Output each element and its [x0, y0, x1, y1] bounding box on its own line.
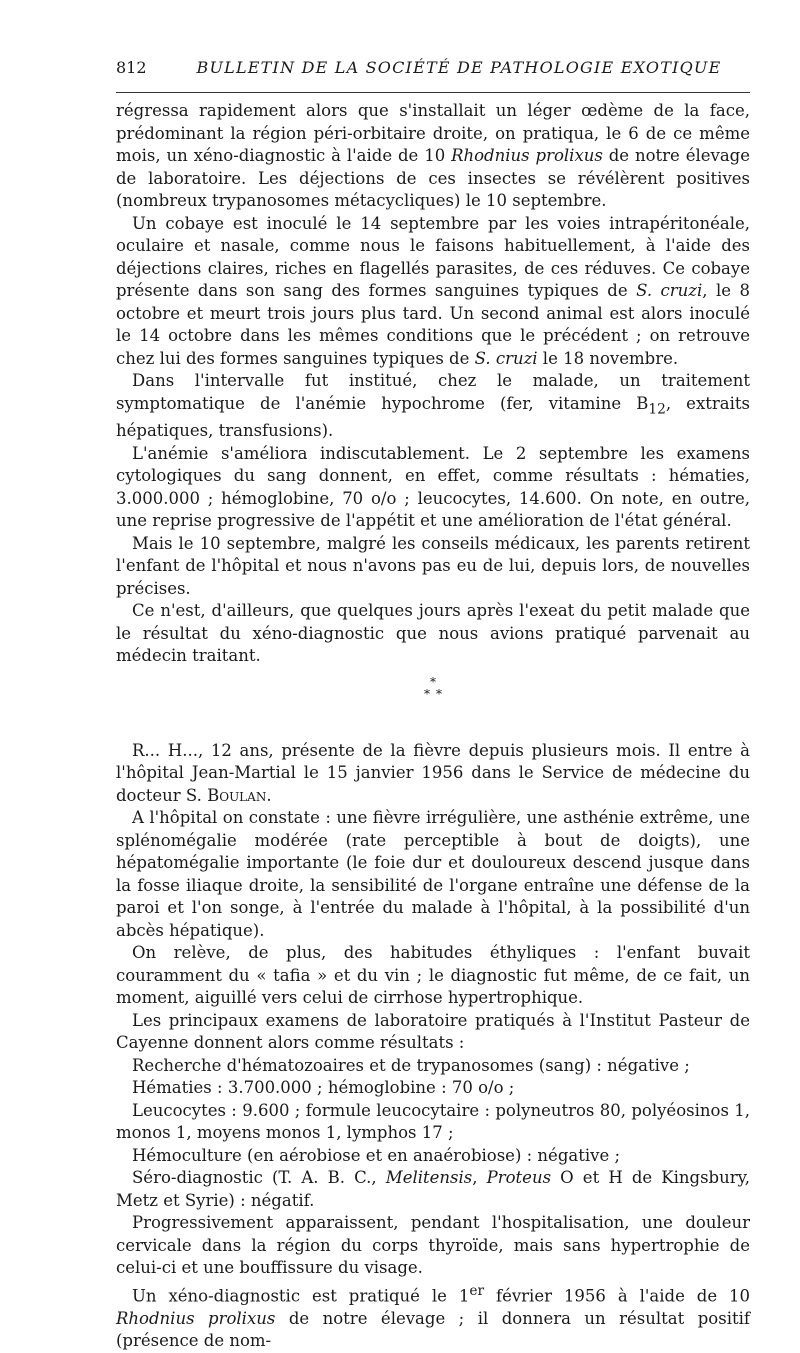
paragraph: Les principaux examens de laboratoire pratiqués à l'Institut Pasteur de Cayenne donnent alors comme résultats : [116, 1010, 750, 1053]
paragraph: Progressivement apparaissent, pendant l'hospitalisation, une douleur cervicale dans la région du corps thyroïde, mais sans hypertrophie de celui-ci et une bouffissure du visage. [116, 1213, 750, 1278]
paragraph: L'anémie s'améliora indiscutablement. Le 2 septembre les examens cytologiques du sang donnent, en effet, comme résultats : hématies, 3.000.000 ; hémoglobine, 70 o/o ; leucocytes, 14.600. On note, en outre, une reprise progressive de l'appétit et une amélioration de l'état général. [116, 443, 750, 531]
paragraph: Dans l'intervalle fut institué, chez le malade, un traitement symptomatique de l'anémie hypochrome (fer, vitamine $B_{12}$, extraits hépatiques, transfusions). [116, 371, 750, 441]
running-title: BULLETIN DE LA SOCIÉTÉ DE PATHOLOGIE EXOTIQUE [196, 58, 722, 77]
page-number: 812 [116, 58, 147, 77]
asterisk: * [430, 674, 436, 689]
result-line: Hémoculture (en aérobiose et en anaérobiose) : négative ; [132, 1145, 621, 1165]
paragraph: régressa rapidement alors que s'installait un léger œdème de la face, prédominant la région péri-orbitaire droite, on pratiqua, le 6 de ce même mois, un xéno-diagnostic à l'aide de 10 Rhodnius prolixus de notre élevage de laboratoire. Les déjections de ces insectes se révélèrent positives (nombreux trypanosomes métacycliques) le 10 septembre. [116, 101, 750, 210]
paragraph: Mais le 10 septembre, malgré les conseils médicaux, les parents retirent l'enfant de l'hôpital et nous n'avons pas eu de lui, depuis lors, de nouvelles précises. [116, 533, 750, 598]
result-line: Leucocytes : 9.600 ; formule leucocytaire : polyneutros 80, polyéosinos 1, monos 1, moyens monos 1, lymphos 17 ; [116, 1100, 750, 1143]
result-line: Séro-diagnostic (T. A. B. C., Melitensis, Proteus O et H de Kingsbury, Metz et Syrie) : négatif. [116, 1168, 750, 1210]
header-rule [116, 92, 750, 93]
page-header [116, 58, 750, 88]
article-body [116, 100, 750, 1353]
paragraph: On relève, de plus, des habitudes éthyliques : l'enfant buvait couramment du « tafia » et du vin ; le diagnostic fut même, de ce fait, un moment, aiguillé vers celui de cirrhose hypertrophique. [116, 943, 750, 1008]
section-separator [116, 676, 750, 700]
paragraph: Un xéno-diagnostic est pratiqué le 1er février 1956 à l'aide de 10 Rhodnius prolixus de notre élevage ; il donnera un résultat positif (présence de nom- [116, 1282, 750, 1351]
paragraph: A l'hôpital on constate : une fièvre irrégulière, une asthénie extrême, une splénomégalie modérée (rate perceptible à bout de doigts), une hépatomégalie importante (le foie dur et douloureux descend jusque dans la fosse iliaque droite, la sensibilité de l'organe entraîne une défense de la paroi et l'on songe, à l'entrée du malade à l'hôpital, à la possibilité d'un abcès hépatique). [116, 808, 750, 940]
paragraph: Ce n'est, d'ailleurs, que quelques jours après l'exeat du petit malade que le résultat du xéno-diagnostic que nous avions pratiqué parvenait au médecin traitant. [116, 601, 750, 666]
result-line: Recherche d'hématozoaires et de trypanosomes (sang) : négative ; [132, 1055, 690, 1075]
asterisk: * [424, 686, 430, 701]
asterisk: * [436, 686, 442, 701]
paragraph: R... H..., 12 ans, présente de la fièvre depuis plusieurs mois. Il entre à l'hôpital Jean-Martial le 15 janvier 1956 dans le Service de médecine du docteur S. Boulan. [116, 740, 750, 805]
paragraph: Un cobaye est inoculé le 14 septembre par les voies intrapéritonéale, oculaire et nasale, comme nous le faisons habituellement, à l'aide des déjections claires, riches en flagellés parasites, de ces réduves. Ce cobaye présente dans son sang des formes sanguines typiques de S. cruzi, le 8 octobre et meurt trois jours plus tard. Un second animal est alors inoculé le 14 octobre dans les mêmes conditions que le précédent ; on retrouve chez lui des formes sanguines typiques de S. cruzi le 18 novembre. [116, 213, 750, 368]
result-line: Hématies : 3.700.000 ; hémoglobine : 70 o/o ; [132, 1078, 515, 1098]
